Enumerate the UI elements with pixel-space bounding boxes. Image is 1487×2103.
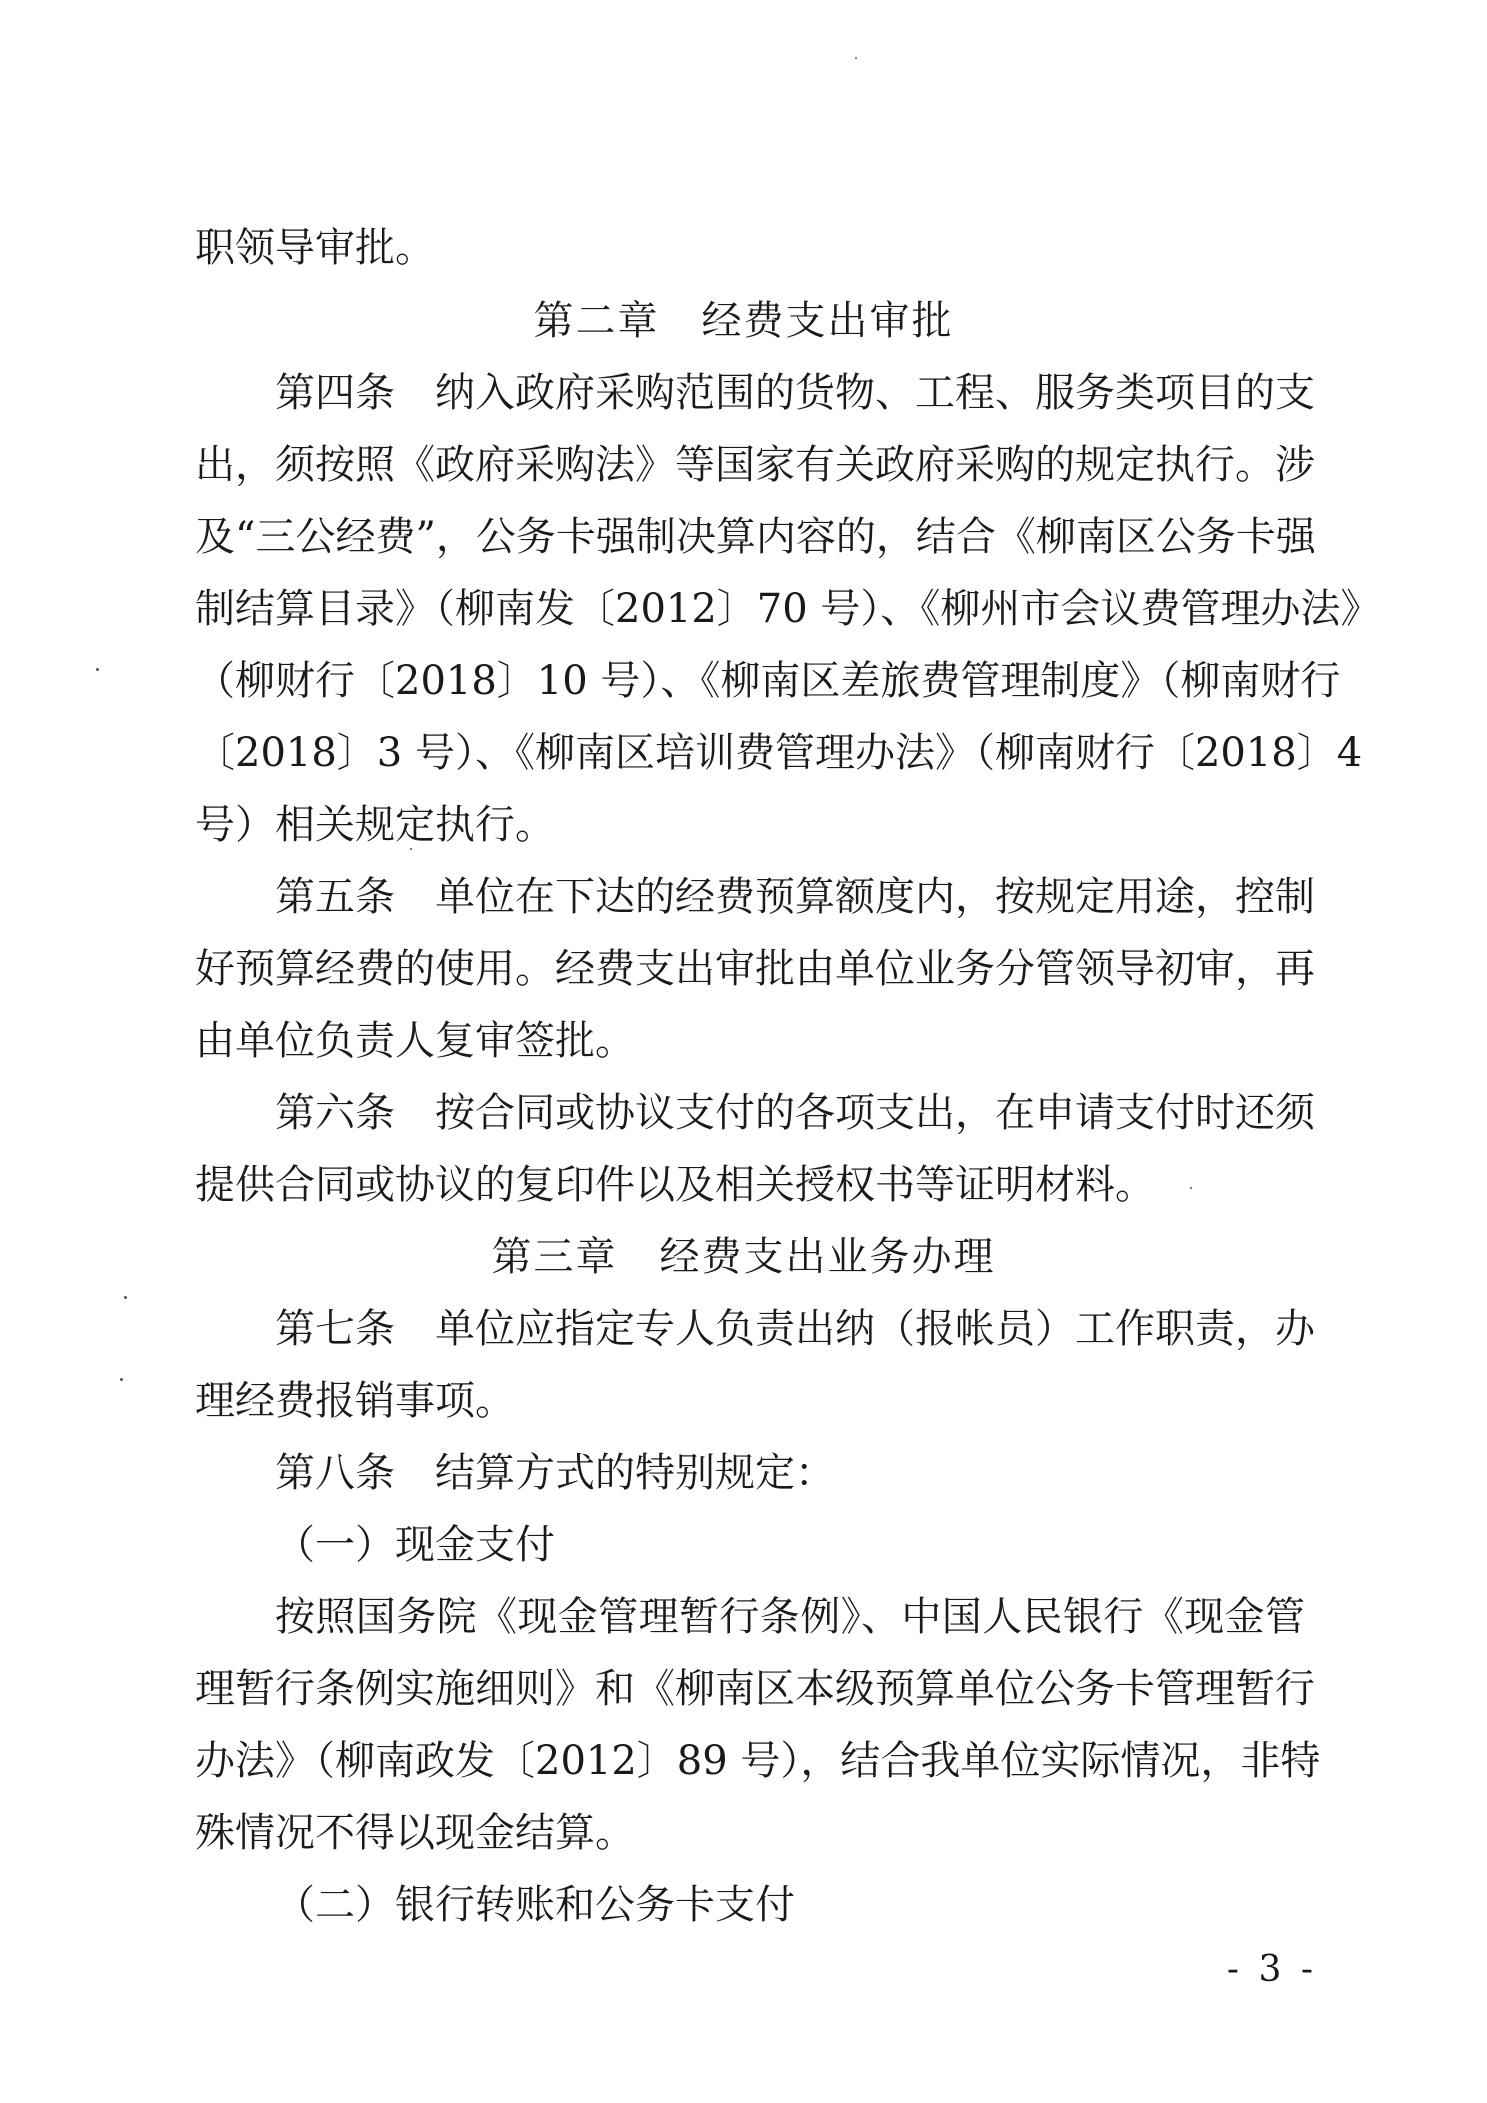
text-line: 第四条 纳入政府采购范围的货物、工程、服务类项目的支 bbox=[275, 370, 1315, 416]
text-line: 第八条 结算方式的特别规定： bbox=[275, 1450, 835, 1496]
text-line: 按照国务院《现金管理暂行条例》、中国人民银行《现金管 bbox=[275, 1594, 1305, 1640]
text-line: 及“三公经费”，公务卡强制决算内容的，结合《柳南区公务卡强 bbox=[195, 514, 1316, 560]
text-line: 第七条 单位应指定专人负责出纳（报帐员）工作职责，办 bbox=[275, 1306, 1315, 1352]
scan-speck bbox=[855, 57, 857, 59]
text-line: 好预算经费的使用。经费支出审批由单位业务分管领导初审，再 bbox=[195, 946, 1315, 992]
text-line: 理经费报销事项。 bbox=[195, 1378, 515, 1424]
scan-speck bbox=[1190, 1187, 1192, 1189]
text-line: 第五条 单位在下达的经费预算额度内，按规定用途，控制 bbox=[275, 874, 1315, 920]
text-line: （二）银行转账和公务卡支付 bbox=[275, 1882, 795, 1928]
text-line: 提供合同或协议的复印件以及相关授权书等证明材料。 bbox=[195, 1162, 1155, 1208]
text-line: 第六条 按合同或协议支付的各项支出，在申请支付时还须 bbox=[275, 1090, 1315, 1136]
scan-speck bbox=[410, 848, 412, 850]
text-line: 〔2018〕3 号）、《柳南区培训费管理办法》（柳南财行〔2018〕4 bbox=[195, 730, 1363, 776]
text-line: 制结算目录》（柳南发〔2012〕70 号）、《柳州市会议费管理办法》 bbox=[195, 586, 1381, 632]
text-line: 办法》（柳南政发〔2012〕89 号），结合我单位实际情况，非特 bbox=[195, 1738, 1321, 1784]
text-line: （柳财行〔2018〕10 号）、《柳南区差旅费管理制度》（柳南财行 bbox=[195, 658, 1341, 704]
scan-speck bbox=[120, 1378, 123, 1381]
chapter-heading: 第二章 经费支出审批 bbox=[533, 298, 954, 344]
chapter-heading: 第三章 经费支出业务办理 bbox=[491, 1234, 996, 1280]
text-line: 出，须按照《政府采购法》等国家有关政府采购的规定执行。涉 bbox=[195, 442, 1315, 488]
text-line: （一）现金支付 bbox=[275, 1522, 555, 1568]
text-line: 理暂行条例实施细则》和《柳南区本级预算单位公务卡管理暂行 bbox=[195, 1666, 1315, 1712]
scan-speck bbox=[96, 668, 99, 671]
scan-speck bbox=[124, 1296, 127, 1299]
text-line: 号）相关规定执行。 bbox=[195, 802, 555, 848]
text-line: 职领导审批。 bbox=[195, 225, 435, 271]
text-line: 殊情况不得以现金结算。 bbox=[195, 1810, 635, 1856]
page-number: - 3 - bbox=[1226, 1949, 1317, 1990]
text-line: 由单位负责人复审签批。 bbox=[195, 1018, 635, 1064]
